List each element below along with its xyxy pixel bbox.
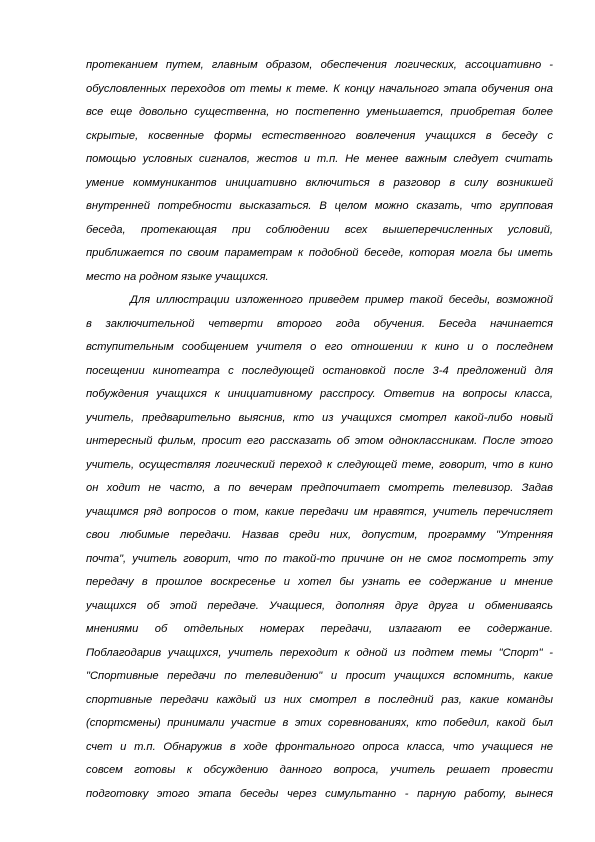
- text-line: помощью условных сигналов, жестов и т.п. Не менее важным следует считать: [86, 153, 553, 165]
- text-line: протеканием путем, главным образом, обеспечения логических, ассоциативно -: [86, 59, 553, 71]
- document-body: [86, 54, 553, 806]
- text-line: внутренней потребности высказаться. В целом можно сказать, что групповая: [86, 200, 553, 212]
- text-line: вступительным сообщением учителя о его отношении к кино и о последнем: [86, 341, 553, 353]
- paragraph-end-line: место на родном языке учащихся.: [86, 270, 269, 283]
- text-line: в заключительной четверти второго года обучения. Беседа начинается: [86, 317, 553, 330]
- text-line: спортивные передачи каждый из них смотрел в последний раз, какие команды: [86, 693, 553, 706]
- text-line: счет и т.п. Обнаружив в ходе фронтального опроса класса, что учащиеся не: [86, 740, 553, 753]
- text-line: учитель, осуществляя логический переход к следующей теме, говорит, что в кино: [86, 458, 553, 471]
- text-line: побуждения учащихся к инициативному расспросу. Ответив на вопросы класса,: [86, 388, 553, 400]
- text-line: посещении кинотеатра с последующей остановкой после 3-4 предложений для: [86, 364, 553, 377]
- text-line: скрытые, косвенные формы естественного вовлечения учащихся в беседу с: [86, 129, 553, 142]
- text-line: свои любимые передачи. Назвав среди них, допустим, программу "Утренняя: [86, 529, 553, 541]
- text-line: обусловленных переходов от темы к теме. К концу начального этапа обучения она: [86, 82, 553, 95]
- text-line: передачу в прошлое воскресенье и хотел бы узнать ее содержание и мнение: [86, 576, 553, 588]
- text-line: учитель, предварительно выяснив, кто из учащихся смотрел какой-либо новый: [86, 411, 553, 424]
- text-line: интересный фильм, просит его рассказать об этом одноклассникам. После этого: [86, 435, 553, 447]
- text-line: все еще довольно существенна, но постепенно уменьшается, приобретая более: [86, 106, 553, 118]
- text-line: (спортсмены) принимали участие в этих соревнованиях, кто победил, какой был: [86, 717, 553, 729]
- text-line: приближается по своим параметрам к подобной беседе, которая могла бы иметь: [86, 247, 553, 259]
- text-line: он ходит не часто, а по вечерам предпочитает смотреть телевизор. Задав: [86, 482, 553, 494]
- text-line: Поблагодарив учащихся, учитель переходит к одной из подтем темы "Спорт" -: [86, 646, 553, 659]
- text-line: умение коммуникантов инициативно включиться в разговор в силу возникшей: [86, 176, 553, 189]
- text-line: учащихся об этой передаче. Учащиеся, дополняя друг друга и обмениваясь: [86, 599, 553, 612]
- text-line: почта", учитель говорит, что по такой-то причине он не смог посмотреть эту: [86, 552, 553, 565]
- text-line: совсем готовы к обсуждению данного вопроса, учитель решает провести: [86, 764, 553, 776]
- text-line: беседа, протекающая при соблюдении всех вышеперечисленных условий,: [86, 223, 553, 236]
- text-line: мнениями об отдельных номерах передачи, излагают ее содержание.: [86, 623, 553, 635]
- paragraph-start-line: Для иллюстрации изложенного приведем пример такой беседы, возможной: [130, 294, 553, 306]
- text-line: учащимся ряд вопросов о том, какие передачи им нравятся, учитель перечисляет: [86, 505, 553, 518]
- text-line: "Спортивные передачи по телевидению" и просит учащихся вспомнить, какие: [86, 670, 553, 682]
- text-line: подготовку этого этапа беседы через симультанно - парную работу, вынеся: [86, 787, 553, 800]
